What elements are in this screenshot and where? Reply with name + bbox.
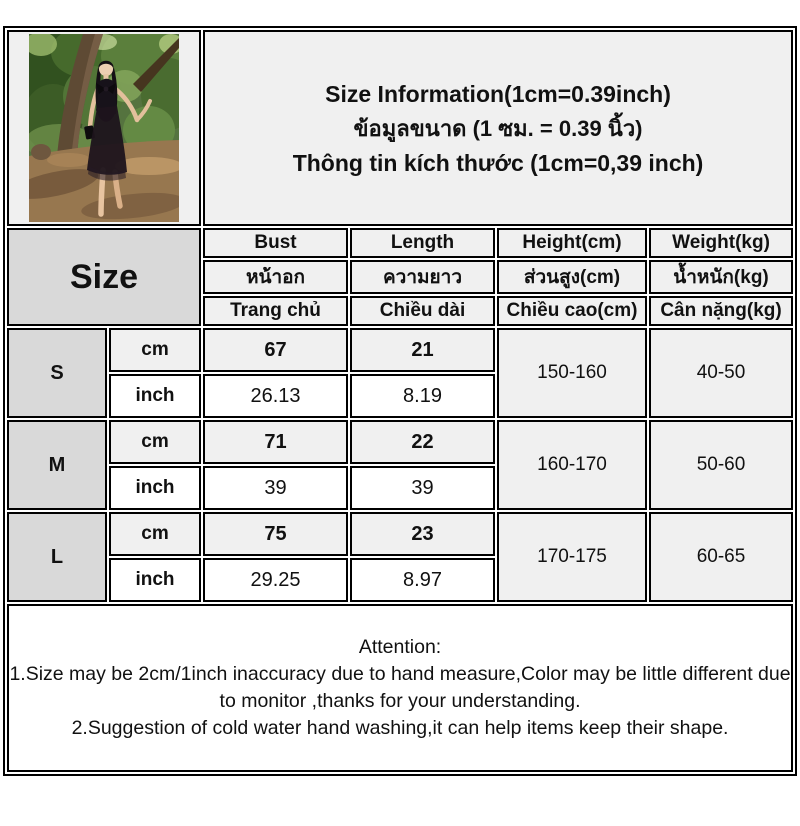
- title-vietnamese: Thông tin kích thước (1cm=0,39 inch): [292, 149, 704, 176]
- s-length-inch-value: 8.19: [350, 374, 495, 418]
- title-thai: ข้อมูลขนาด (1 ซม. = 0.39 นิ้ว): [353, 115, 643, 141]
- col-header-bust-th: หน้าอก: [203, 260, 348, 294]
- attention-heading: Attention:: [358, 636, 442, 658]
- size-chart-sheet: [0, 26, 800, 826]
- size-m-cell: M: [7, 420, 107, 510]
- l-length-inch-value: 8.97: [350, 558, 495, 602]
- col-header-weight-vi: Cân nặng(kg): [649, 296, 793, 326]
- s-bust-inch-value: 26.13: [203, 374, 348, 418]
- m-bust-cm-value: 71: [203, 420, 348, 464]
- s-height-range: 150-160: [497, 328, 647, 418]
- product-photo: [29, 34, 179, 222]
- col-header-length-vi: Chiều dài: [350, 296, 495, 326]
- size-l-cell: L: [7, 512, 107, 602]
- l-inch-unit-label: inch: [109, 558, 201, 602]
- attention-note-1: 1.Size may be 2cm/1inch inaccuracy due to hand measure,Color may be little different due to monitor ,thanks for your understanding.: [9, 663, 791, 712]
- attention-note-2: 2.Suggestion of cold water hand washing,it can help items keep their shape.: [71, 717, 729, 739]
- l-length-cm-value: 23: [350, 512, 495, 556]
- col-header-length-en: Length: [350, 228, 495, 258]
- size-label-cell: Size: [7, 228, 201, 326]
- s-weight-range: 40-50: [649, 328, 793, 418]
- l-bust-cm-value: 75: [203, 512, 348, 556]
- m-bust-inch-value: 39: [203, 466, 348, 510]
- col-header-weight-en: Weight(kg): [649, 228, 793, 258]
- m-inch-unit-label: inch: [109, 466, 201, 510]
- s-cm-unit-label: cm: [109, 328, 201, 372]
- col-header-height-vi: Chiều cao(cm): [497, 296, 647, 326]
- s-bust-cm-value: 67: [203, 328, 348, 372]
- col-header-weight-th: น้ำหนัก(kg): [649, 260, 793, 294]
- l-weight-range: 60-65: [649, 512, 793, 602]
- col-header-height-en: Height(cm): [497, 228, 647, 258]
- size-s-cell: S: [7, 328, 107, 418]
- m-cm-unit-label: cm: [109, 420, 201, 464]
- attention-cell: [7, 604, 793, 772]
- l-bust-inch-value: 29.25: [203, 558, 348, 602]
- m-height-range: 160-170: [497, 420, 647, 510]
- col-header-bust-vi: Trang chủ: [203, 296, 348, 326]
- l-height-range: 170-175: [497, 512, 647, 602]
- size-chart-table: [3, 26, 797, 776]
- m-weight-range: 50-60: [649, 420, 793, 510]
- title-english: Size Information(1cm=0.39inch): [325, 80, 671, 107]
- col-header-height-th: ส่วนสูง(cm): [497, 260, 647, 294]
- photo-cell: [7, 30, 201, 226]
- m-length-cm-value: 22: [350, 420, 495, 464]
- col-header-bust-en: Bust: [203, 228, 348, 258]
- s-inch-unit-label: inch: [109, 374, 201, 418]
- s-length-cm-value: 21: [350, 328, 495, 372]
- m-length-inch-value: 39: [350, 466, 495, 510]
- product-photo-illustration: [29, 34, 179, 222]
- col-header-length-th: ความยาว: [350, 260, 495, 294]
- l-cm-unit-label: cm: [109, 512, 201, 556]
- title-cell: [203, 30, 793, 226]
